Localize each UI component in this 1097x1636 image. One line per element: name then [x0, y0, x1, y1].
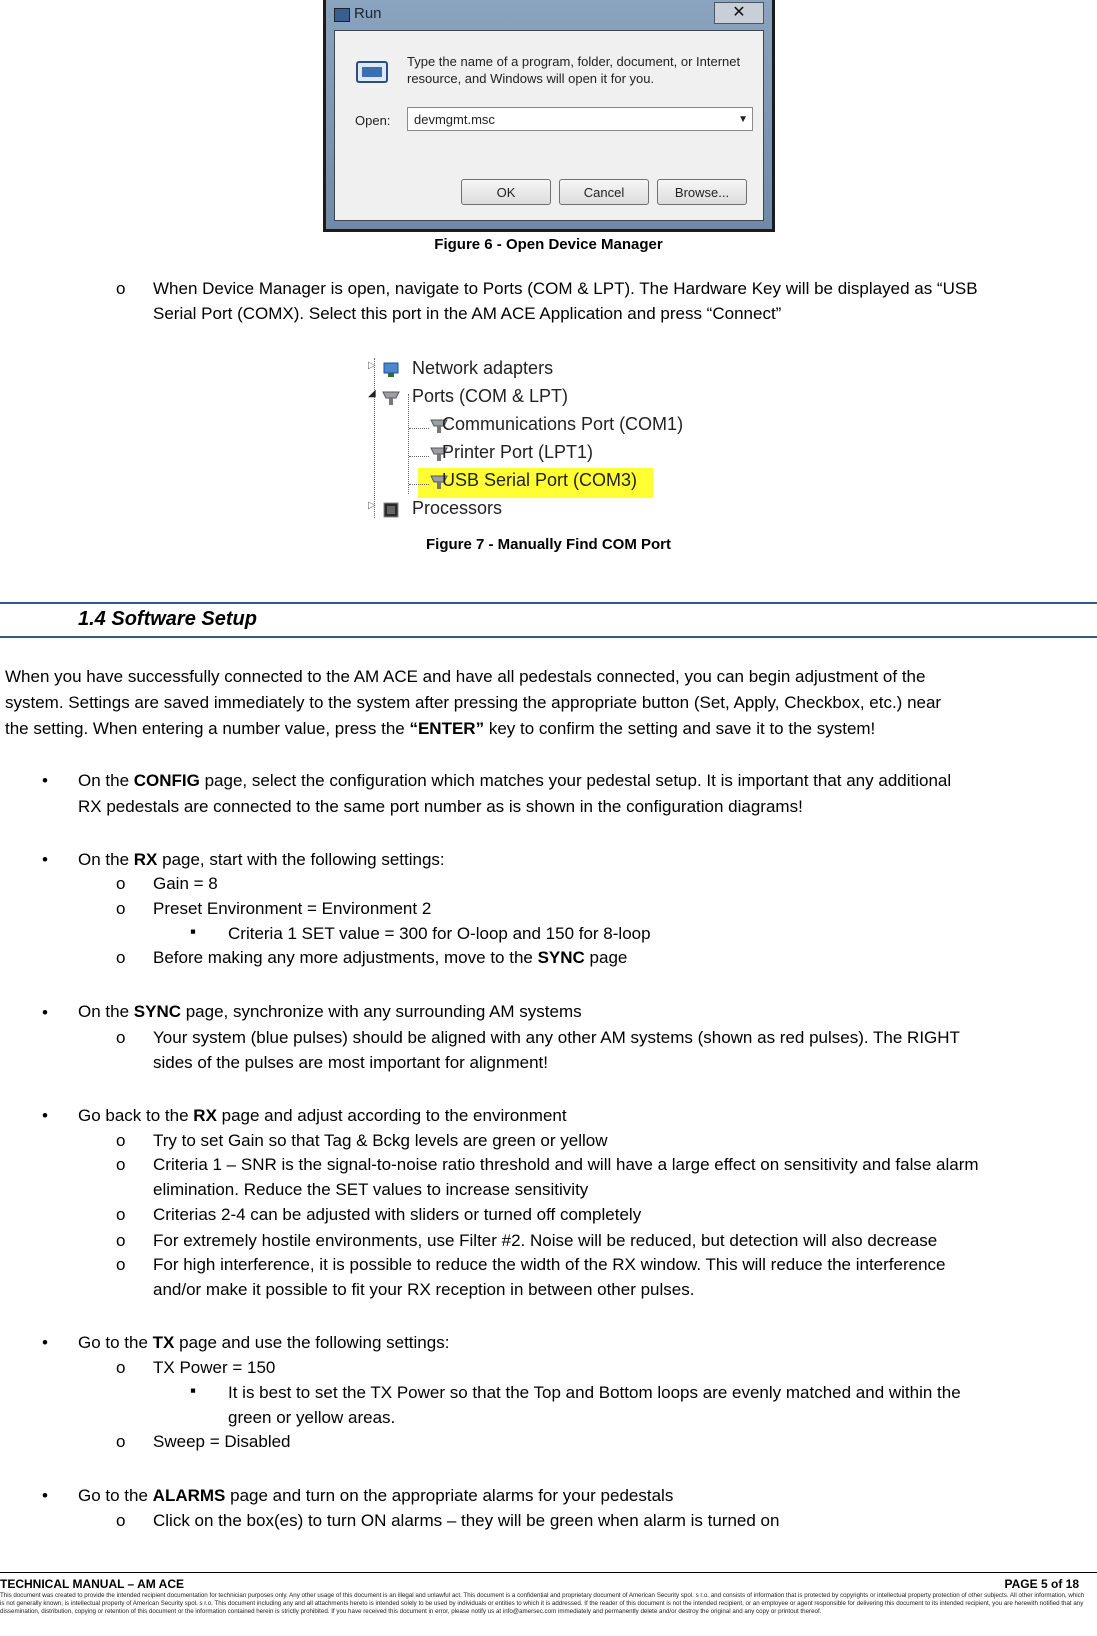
config-text: On the [78, 771, 134, 790]
rx-preset: Preset Environment = Environment 2 [153, 899, 432, 918]
sub-bullet: o [116, 899, 126, 918]
alarms-text: page and turn on the appropriate alarms for your pedestals [225, 1486, 674, 1505]
config-text: page, select the configuration which matches your pedestal setup. It is important that any additional [199, 771, 952, 790]
rx-gain: Gain = 8 [153, 874, 218, 893]
tx-power: TX Power = 150 [153, 1358, 276, 1377]
sub-bullet: o [116, 279, 126, 298]
sub-bullet: o [116, 1511, 126, 1530]
bullet: • [42, 1486, 48, 1505]
ports-instruction-line1: When Device Manager is open, navigate to Ports (COM & LPT). The Hardware Key will be displayed as “USB [153, 279, 978, 298]
alarms-keyword: ALARMS [152, 1486, 226, 1505]
tree-com1[interactable]: Communications Port (COM1) [442, 414, 684, 434]
back-line [78, 1104, 567, 1128]
alarms-line [78, 1484, 673, 1508]
tree-network-adapters[interactable]: Network adapters [412, 358, 554, 378]
device-manager-tree [368, 350, 698, 530]
processor-icon [382, 502, 400, 518]
intro-line2: system. Settings are saved immediately to the system after pressing the appropriate button (Set, Apply, Checkbox, etc.) near [5, 693, 942, 712]
collapse-arrow-icon[interactable]: ◢ [368, 388, 376, 399]
bullet: • [42, 1003, 48, 1022]
tx-best-line2: green or yellow areas. [228, 1408, 396, 1427]
sub-bullet: o [116, 1131, 126, 1150]
ports-instruction-line2: Serial Port (COMX). Select this port in the AM ACE Application and press “Connect” [153, 304, 782, 323]
open-combobox[interactable] [407, 107, 753, 131]
tree-processors[interactable]: Processors [412, 498, 503, 518]
rx-criteria: Criteria 1 SET value = 300 for O-loop and 150 for 8-loop [228, 924, 651, 943]
rx-text: Before making any more adjustments, move to the [153, 948, 538, 967]
sub-bullet: o [116, 1358, 126, 1377]
close-button[interactable]: ✕ [714, 2, 764, 24]
run-description: Type the name of a program, folder, document, or Internet resource, and Windows will open it for you. [407, 54, 741, 86]
open-value: devmgmt.msc [414, 112, 495, 127]
rx-line [78, 848, 445, 872]
page-number: PAGE 5 of 18 [1004, 1577, 1079, 1591]
bullet: • [42, 771, 48, 790]
bullet: • [42, 1106, 48, 1125]
cancel-button[interactable]: Cancel [559, 179, 649, 205]
run-app-icon [355, 59, 389, 85]
tx-line [78, 1331, 449, 1355]
sync-sub1-line1: Your system (blue pulses) should be aligned with any other AM systems (shown as red pulses). The RIGHT [153, 1028, 960, 1047]
back-s2-line2: elimination. Reduce the SET values to increase sensitivity [153, 1180, 589, 1199]
run-title-icon [334, 8, 350, 22]
tx-text: page and use the following settings: [174, 1333, 450, 1352]
rx-keyword: RX [193, 1106, 217, 1125]
figure-7-caption: Figure 7 - Manually Find COM Port [425, 536, 671, 553]
tx-sweep: Sweep = Disabled [153, 1432, 291, 1451]
intro-text: the setting. When entering a number value, press the [5, 719, 410, 738]
rx-text: On the [78, 850, 134, 869]
expand-arrow-icon[interactable]: ▷ [368, 500, 376, 511]
tree-line [409, 456, 429, 457]
run-client-area [334, 30, 764, 221]
back-s5-line2: and/or make it possible to fit your RX reception in between other pulses. [153, 1280, 695, 1299]
tree-line [374, 358, 375, 518]
sync-text: page, synchronize with any surrounding AM systems [181, 1002, 582, 1021]
footer-rule [0, 1572, 1097, 1573]
back-s3: Criterias 2-4 can be adjusted with sliders or turned off completely [153, 1205, 642, 1224]
rx-text: page, start with the following settings: [157, 850, 445, 869]
footer-title: TECHNICAL MANUAL – AM ACE [0, 1577, 185, 1591]
back-text: page and adjust according to the environment [216, 1106, 567, 1125]
bullet: • [42, 850, 48, 869]
browse-button[interactable]: Browse... [657, 179, 747, 205]
open-label: Open: [355, 113, 391, 128]
tree-com3[interactable]: USB Serial Port (COM3) [442, 470, 638, 490]
sub-bullet: o [116, 1155, 126, 1174]
alarms-text: Go to the [78, 1486, 153, 1505]
back-s1: Try to set Gain so that Tag & Bckg levels are green or yellow [153, 1131, 608, 1150]
sync-text: On the [78, 1002, 134, 1021]
section-title: 1.4 Software Setup [78, 608, 257, 630]
tree-line [409, 484, 429, 485]
tx-best-line1: It is best to set the TX Power so that the Top and Bottom loops are evenly matched and within the [228, 1383, 961, 1402]
config-line2: RX pedestals are connected to the same port number as is shown in the configuration diagrams! [78, 797, 803, 816]
back-s5-line1: For high interference, it is possible to reduce the width of the RX window. This will reduce the interference [153, 1255, 946, 1274]
back-text: Go back to the [78, 1106, 194, 1125]
sync-line [78, 1000, 582, 1024]
square-bullet: ▪ [190, 922, 197, 941]
sub-bullet: o [116, 1432, 126, 1451]
tree-line [409, 428, 429, 429]
tree-line [408, 394, 409, 494]
sync-keyword: SYNC [133, 1002, 181, 1021]
rx-text: page [584, 948, 628, 967]
intro-line1: When you have successfully connected to the AM ACE and have all pedestals connected, you can begin adjustment of the [5, 667, 926, 686]
sub-bullet: o [116, 874, 126, 893]
footer-legal-notice: This document was created to provide the intended recipient documentation for technician purposes only. Any other usage of this document is an illegal and unlawful act. This document is a confidential and proprietary document of American Security spol. s r.o. and consists of information that is protected by copyrights or intellectual property protection of other subjects. All other information, which is not generally known, is intellectual property of American Security spol. s r.o. This document including any and all attachments hereto is intended solely to be used by individuals or entities to which it is addressed. If the reader of this document is not the intended recipient, or an employee or agent responsible for delivering this document to its intended recipient, you are herewith notified that any dissemination, distribution, copying or retention of this document or the information contained herein is strictly prohibited. If you have received this document in error, please notify us at info@amersec.com immediately and permanently delete and/or destroy the original and any copy or printout thereof. [0, 1592, 1085, 1615]
back-s2-line1: Criteria 1 – SNR is the signal-to-noise ratio threshold and will have a large effect on sensitivity and false alarm [153, 1155, 979, 1174]
run-title: Run [354, 5, 382, 22]
config-keyword: CONFIG [133, 771, 200, 790]
ok-button[interactable]: OK [461, 179, 551, 205]
dropdown-arrow-icon[interactable]: ▼ [738, 114, 748, 125]
section-rule-bottom [0, 636, 1097, 638]
config-line1 [78, 769, 951, 793]
intro-text: key to confirm the setting and save it to the system! [484, 719, 876, 738]
run-dialog-screenshot [323, 0, 775, 232]
intro-line3 [5, 717, 875, 741]
port-icon [382, 390, 400, 406]
square-bullet: ▪ [190, 1381, 197, 1400]
sub-bullet: o [116, 1255, 126, 1274]
figure-6-caption: Figure 6 - Open Device Manager [434, 236, 663, 253]
sync-keyword: SYNC [537, 948, 585, 967]
rx-keyword: RX [133, 850, 158, 869]
tx-keyword: TX [152, 1333, 175, 1352]
section-rule-top [0, 602, 1097, 604]
network-adapter-icon [382, 362, 400, 378]
rx-before [153, 946, 627, 970]
sub-bullet: o [116, 948, 126, 967]
tree-ports[interactable]: Ports (COM & LPT) [412, 386, 569, 406]
alarms-s1: Click on the box(es) to turn ON alarms – they will be green when alarm is turned on [153, 1511, 780, 1530]
tree-lpt1[interactable]: Printer Port (LPT1) [442, 442, 594, 462]
enter-key-text: “ENTER” [409, 719, 485, 738]
back-s4: For extremely hostile environments, use Filter #2. Noise will be reduced, but detection will also decrease [153, 1231, 938, 1250]
sub-bullet: o [116, 1028, 126, 1047]
sub-bullet: o [116, 1205, 126, 1224]
bullet: • [42, 1333, 48, 1352]
tx-text: Go to the [78, 1333, 153, 1352]
run-window-frame [326, 0, 772, 229]
sync-sub1-line2: sides of the pulses are most important for alignment! [153, 1053, 548, 1072]
expand-arrow-icon[interactable]: ▷ [368, 360, 376, 371]
sub-bullet: o [116, 1231, 126, 1250]
